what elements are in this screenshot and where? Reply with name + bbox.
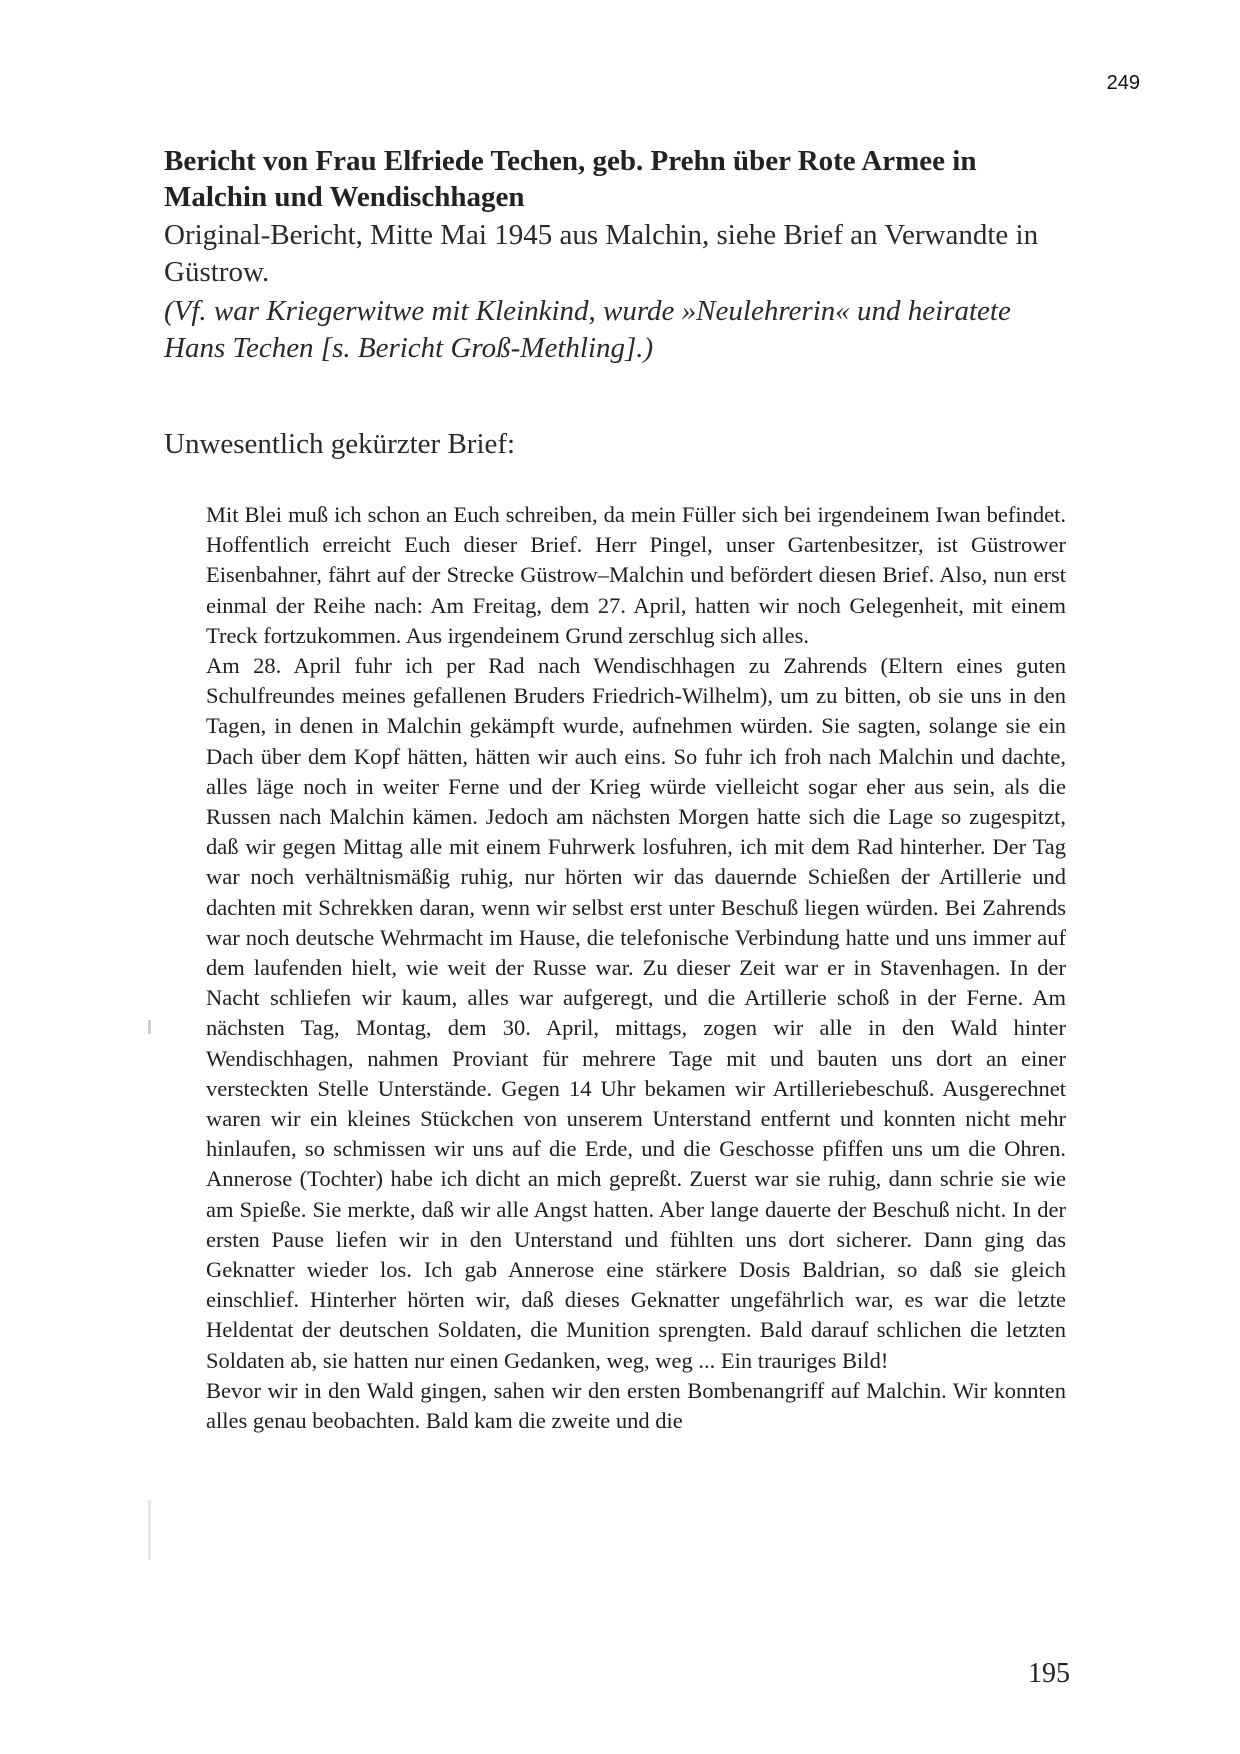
scan-artifact [148, 1020, 151, 1034]
report-title: Bericht von Frau Elfriede Techen, geb. Prehn über Rote Armee in Malchin und Wendischhagen [164, 145, 977, 213]
scan-artifact [148, 1500, 151, 1560]
page-number-top: 249 [1106, 72, 1140, 94]
page-number-bottom: 195 [1028, 1658, 1070, 1689]
report-note: (Vf. war Kriegerwitwe mit Kleinkind, wurde »Neulehrerin« und heiratete Hans Techen [s. Bericht Groß-Methling].) [164, 295, 1011, 364]
letter-paragraph: Bevor wir in den Wald gingen, sahen wir den ersten Bombenangriff auf Malchin. Wir konnten alles genau beobachten. Bald kam die zweite und die [206, 1377, 1066, 1434]
letter-paragraph: Am 28. April fuhr ich per Rad nach Wendischhagen zu Zahrends (Eltern eines guten Schulfreundes meines gefallenen Bruders Friedrich-Wilhelm), um zu bitten, ob sie uns in den Tagen, in denen in Malchin gekämpft wurde, aufnehmen würden. Sie sagten, solange sie ein Dach über dem Kopf hätten, hätten wir auch eins. So fuhr ich froh nach Malchin und dachte, alles läge noch in weiter Ferne und der Krieg würde vielleicht sogar eher aus sein, als die Russen nach Malchin kämen. Jedoch am nächsten Morgen hatte sich die Lage so zugespitzt, daß wir gegen Mittag alle mit einem Fuhrwerk losfuhren, ich mit dem Rad hinterher. Der Tag war noch verhältnismäßig ruhig, nur hörten wir das dauernde Schießen der Artillerie und dachten mit Schrekken daran, wenn wir selbst erst unter Beschuß liegen würden. Bei Zahrends war noch deutsche Wehrmacht im Hause, die telefonische Verbindung hatte und uns immer auf dem laufenden hielt, wie weit der Russe war. Zu dieser Zeit war er in Stavenhagen. In der Nacht schliefen wir kaum, alles war aufgeregt, und die Artillerie schoß in der Ferne. Am nächsten Tag, Montag, dem 30. April, mittags, zogen wir alle in den Wald hinter Wendischhagen, nahmen Proviant für mehrere Tage mit und bauten uns dort an einer versteckten Stelle Unterstände. Gegen 14 Uhr bekamen wir Artilleriebeschuß. Ausgerechnet waren wir ein kleines Stückchen von unserem Unterstand entfernt und konnten nicht mehr hinlaufen, so schmissen wir uns auf die Erde, und die Geschosse pfiffen uns um die Ohren. Annerose (Tochter) habe ich dicht an mich gepreßt. Zuerst war sie ruhig, dann schrie sie wie am Spieße. Sie merkte, daß wir alle Angst hatten. Aber lange dauerte der Beschuß nicht. In der ersten Pause liefen wir in den Unterstand und fühlten uns dort sicherer. Dann ging das Geknatter wieder los. Ich gab Annerose eine stärkere Dosis Baldrian, so daß sie gleich einschlief. Hinterher hörten wir, daß dieses Geknatter ungefährlich war, es war die letzte Heldentat der deutschen Soldaten, die Munition sprengten. Bald darauf schlichen die letzten Soldaten ab, sie hatten nur einen Gedanken, weg, weg ... Ein trauriges Bild! [206, 653, 1066, 1373]
report-subtitle: Original-Bericht, Mitte Mai 1945 aus Malchin, siehe Brief an Verwandte in Güstrow. [164, 219, 1039, 288]
letter-body [206, 500, 1066, 1436]
section-label: Unwesentlich gekürzter Brief: [164, 428, 516, 460]
report-heading [164, 143, 1064, 367]
letter-paragraph: Mit Blei muß ich schon an Euch schreiben, da mein Füller sich bei irgendeinem Iwan befindet. Hoffentlich erreicht Euch dieser Brief. Herr Pingel, unser Gartenbesitzer, ist Güstrower Eisenbahner, fährt auf der Strecke Güstrow–Malchin und befördert diesen Brief. Also, nun erst einmal der Reihe nach: Am Freitag, dem 27. April, hatten wir noch Gelegenheit, mit einem Treck fortzukommen. Aus irgendeinem Grund zerschlug sich alles. [206, 502, 1066, 648]
